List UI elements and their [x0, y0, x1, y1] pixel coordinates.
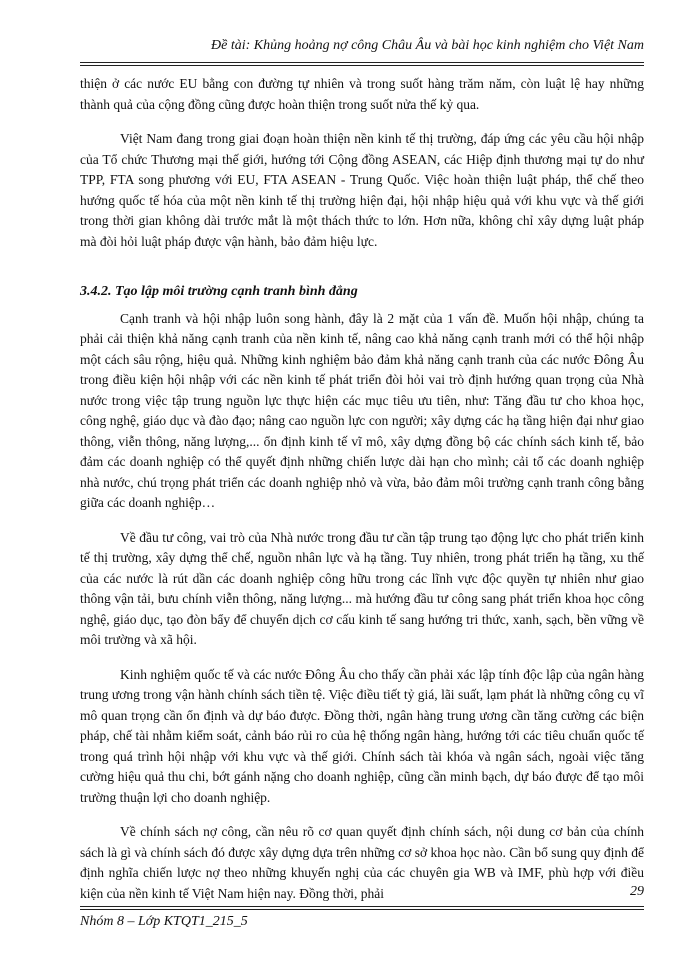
paragraph: Về đầu tư công, vai trò của Nhà nước trong đầu tư cần tập trung tạo động lực cho phát triển kinh tế thị trường, xây dựng thể chế, nguồn nhân lực và hạ tầng. Tuy nhiên, trong phát triển hạ tầng, xu thế của các nước là rút dần các doanh nghiệp công hữu trong các lĩnh vực độc quyền tự nhiên như giao thông vận tải, bưu chính viễn thông, năng lượng... mà hướng đầu tư công sang phát triển khoa học công nghệ, giáo dục, tạo đòn bẩy để chuyển dịch cơ cấu kinh tế sang hướng tri thức, xanh, sạch, bền vững về môi trường và xã hội.	[80, 529, 644, 647]
section-heading: 3.4.2. Tạo lập môi trường cạnh tranh bình đẳng	[80, 284, 358, 299]
page-header-title: Đề tài: Khủng hoảng nợ công Châu Âu và bài học kinh nghiệm cho Việt Nam	[211, 38, 644, 53]
paragraph: Về chính sách nợ công, cần nêu rõ cơ quan quyết định chính sách, nội dung cơ bản của chính sách là gì và chính sách đó được xây dựng dựa trên những cơ sở khoa học nào. Cần bổ sung quy định để định nghĩa chiến lược nợ theo những khuyến nghị của các chuyên gia WB và IMF, phù hợp với điều kiện của nền kinh tế Việt Nam hiện nay. Đồng thời, phải	[80, 824, 644, 901]
footer-group-label: Nhóm 8 – Lớp KTQT1_215_5	[80, 914, 248, 929]
paragraph-continuation: thiện ở các nước EU bằng con đường tự nhiên và trong suốt hàng trăm năm, còn luật lệ hay những thành quả của cộng đồng cũng được hoàn thiện trong suốt nửa thế kỷ qua.	[80, 76, 644, 112]
paragraph: Kinh nghiệm quốc tế và các nước Đông Âu cho thấy cần phải xác lập tính độc lập của ngân hàng trung ương trong vận hành chính sách tiền tệ. Việc điều tiết tỷ giá, lãi suất, lạm phát là những công cụ vĩ mô quan trọng cần ổn định và dự báo được. Đồng thời, ngân hàng trung ương cần tăng cường các biện pháp, chế tài nhằm kiểm soát, cảnh báo rủi ro của hệ thống ngân hàng, hướng tới các tiêu chuẩn quốc tế trong quá trình hội nhập với khu vực và thế giới. Chính sách tài khóa và ngân sách, ngoài việc tăng cường hiệu quả thu chi, bớt gánh nặng cho doanh nghiệp, cũng cần minh bạch, dự báo được để tạo môi trường thuận lợi cho doanh nghiệp.	[80, 666, 644, 805]
page-number: 29	[630, 884, 644, 899]
header-divider	[80, 62, 644, 66]
footer-divider	[80, 906, 644, 910]
paragraph: Việt Nam đang trong giai đoạn hoàn thiện nền kinh tế thị trường, đáp ứng các yêu cầu hội nhập của Tổ chức Thương mại thế giới, hướng tới Cộng đồng ASEAN, các Hiệp định thương mại tự do như TPP, FTA song phương với EU, FTA ASEAN - Trung Quốc. Việc hoàn thiện luật pháp, thể chế theo hướng quốc tế hóa của một nền kinh tế thị trường hiện đại, hội nhập hiệu quả với khu vực và thế giới trong thời gian không dài trước mắt là một thách thức to lớn. Hơn nữa, không chỉ xây dựng luật pháp mà đòi hỏi luật pháp được vận hành, bảo đảm hiệu lực.	[80, 131, 644, 249]
document-body	[80, 74, 644, 918]
paragraph: Cạnh tranh và hội nhập luôn song hành, đây là 2 mặt của 1 vấn đề. Muốn hội nhập, chúng ta phải cải thiện khả năng cạnh tranh của nền kinh tế, nâng cao khả năng cạnh tranh mới có thể hội nhập một cách sâu rộng, hiệu quả. Những kinh nghiệm bảo đảm khả năng cạnh tranh của các nước Đông Âu trong điều kiện hội nhập với các nền kinh tế phát triển đòi hỏi vai trò định hướng quan trọng của Nhà nước trong việc tập trung nguồn lực thực hiện các mục tiêu ưu tiên, như: Tăng đầu tư cho khoa học, công nghệ, giáo dục và đào đạo; nâng cao nguồn lực con người; xây dựng các hạ tầng hiện đại như giao thông, viễn thông, năng lượng,... ổn định kinh tế vĩ mô, xây dựng đồng bộ các chính sách kinh tế, bảo đảm các doanh nghiệp có thể quyết định những chiến lược dài hạn cho mình; cải tổ các doanh nghiệp nhà nước, chú trọng phát triển các doanh nghiệp nhỏ và vừa, bảo đảm môi trường cạnh tranh công bằng giữa các doanh nghiệp…	[80, 310, 644, 510]
